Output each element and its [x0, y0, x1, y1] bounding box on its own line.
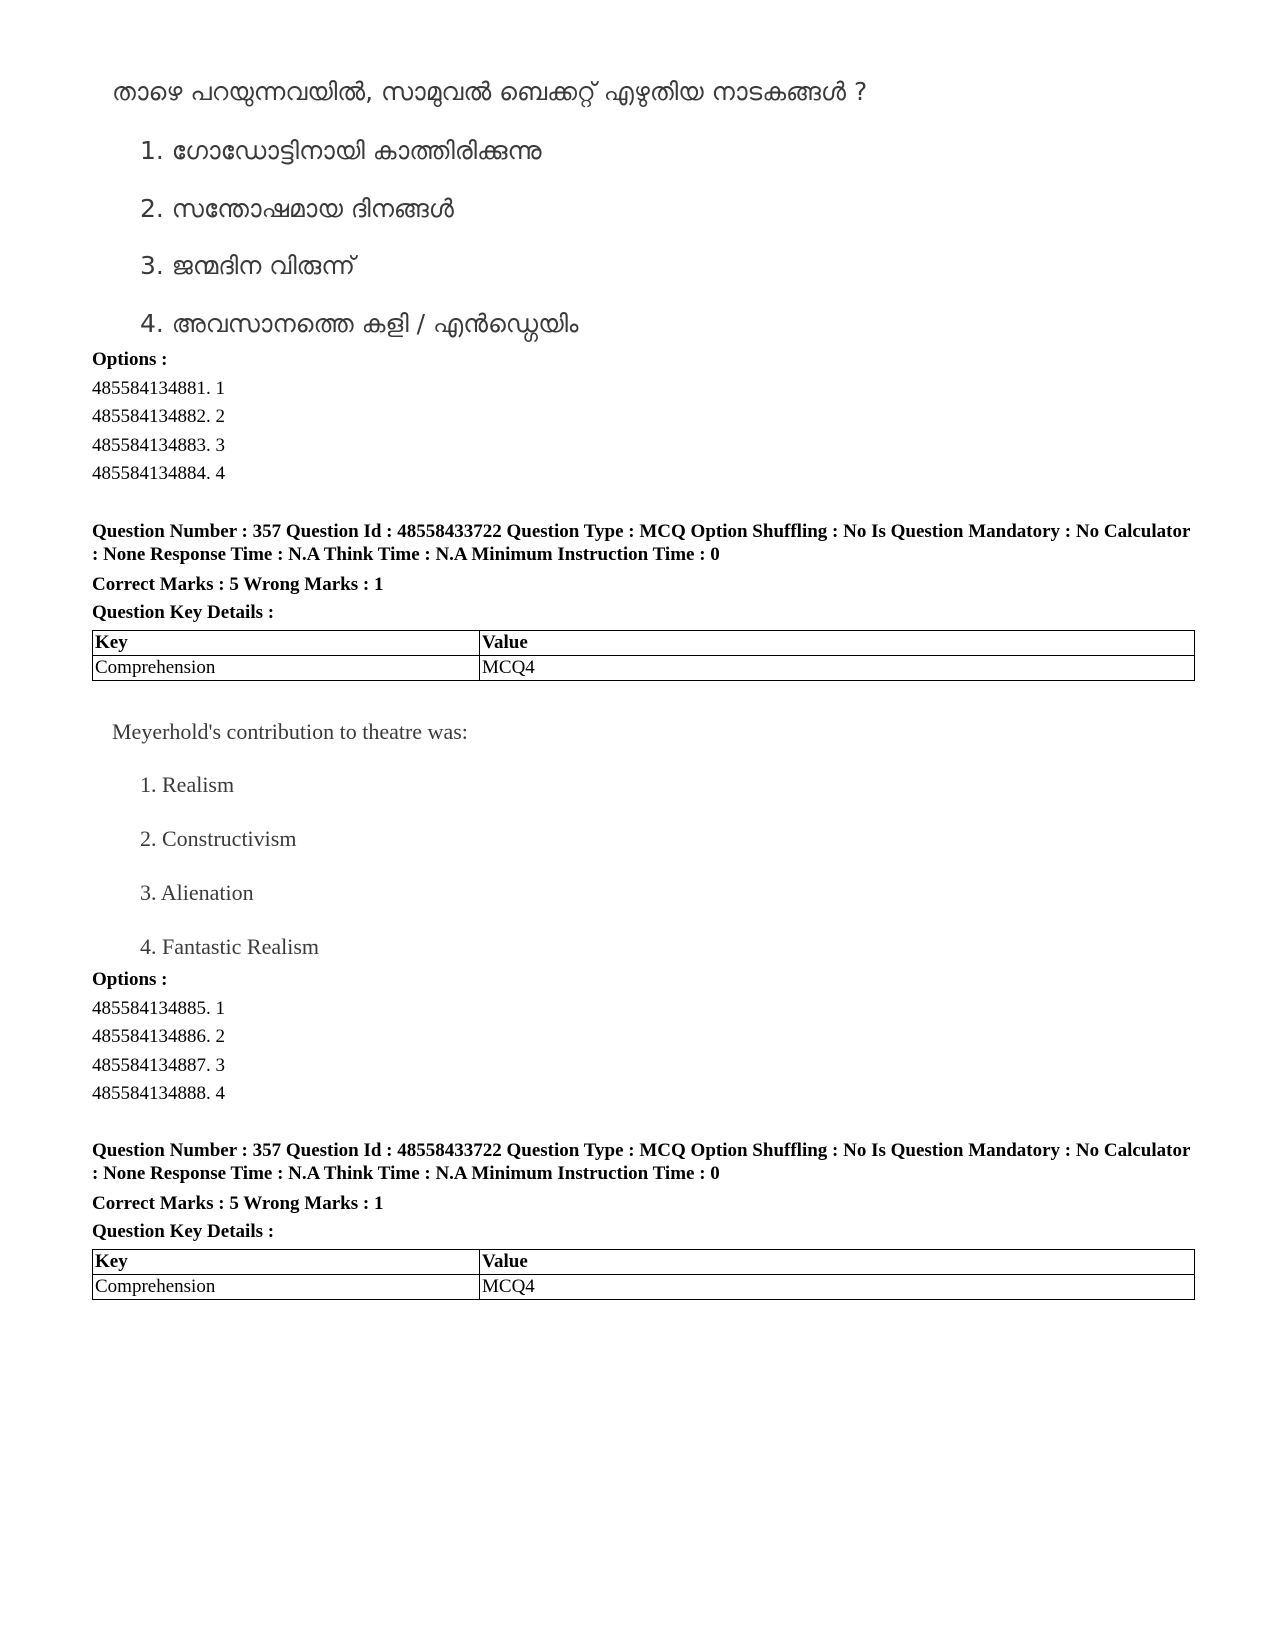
table-header-value: Value: [480, 631, 1195, 656]
table-header-value: Value: [480, 1250, 1195, 1275]
option-item: 485584134888. 4: [92, 1083, 225, 1104]
question-info-line: Question Number : 357 Question Id : 48558433722 Question Type : MCQ Option Shuffling : No Is Question Mandatory : No Calculator : None Response Time : N.A Think Time : N.A Minimum Instruction Time : 0: [92, 1140, 1191, 1184]
key-details-label: Question Key Details :: [92, 1221, 275, 1242]
question-item: 1. Realism: [140, 772, 235, 797]
option-item: 485584134884. 4: [92, 463, 225, 484]
table-cell-value: MCQ4: [480, 656, 1195, 681]
table-row: [93, 656, 1195, 681]
key-details-label: Question Key Details :: [92, 602, 275, 623]
question-item: 2. Constructivism: [140, 826, 297, 851]
question-image-english: [92, 718, 468, 986]
option-item: 485584134881. 1: [92, 377, 225, 399]
question-item: 3. ജന്മദിന വിരുന്ന്: [140, 251, 355, 280]
table-header-row: [93, 631, 1195, 656]
option-item: 485584134886. 2: [92, 1026, 225, 1047]
question-item: 2. സന്തോഷമായ ദിനങ്ങൾ: [140, 193, 454, 223]
question-image-malayalam: [92, 73, 867, 361]
table-header-key: Key: [93, 631, 480, 656]
question-item: 1. ഗോഡോട്ടിനായി കാത്തിരിക്കുന്നു: [140, 136, 542, 165]
option-item: 485584134882. 2: [92, 406, 225, 427]
options-label: Options :: [92, 349, 168, 370]
question-stem: Meyerhold's contribution to theatre was:: [112, 719, 468, 744]
marks-line: Correct Marks : 5 Wrong Marks : 1: [92, 1193, 384, 1214]
options-list: [92, 346, 225, 489]
question-item: 4. Fantastic Realism: [140, 934, 320, 959]
key-details-table: [92, 630, 1195, 681]
question-meta: [92, 1139, 1192, 1300]
table-cell-key: Comprehension: [93, 656, 480, 681]
options-label: Options :: [92, 969, 168, 990]
table-header-row: [93, 1250, 1195, 1275]
question-item: 4. അവസാനത്തെ കളി / എൻഡ്ഗെയിം: [140, 308, 579, 338]
key-details-table: [92, 1249, 1195, 1300]
question-meta: [92, 520, 1192, 681]
options-list: [92, 966, 225, 1109]
option-item: 485584134885. 1: [92, 997, 225, 1019]
option-item: 485584134887. 3: [92, 1054, 225, 1076]
question-info-line: Question Number : 357 Question Id : 48558433722 Question Type : MCQ Option Shuffling : No Is Question Mandatory : No Calculator : None Response Time : N.A Think Time : N.A Minimum Instruction Time : 0: [92, 521, 1191, 565]
marks-line: Correct Marks : 5 Wrong Marks : 1: [92, 574, 384, 595]
question-stem: താഴെ പറയുന്നവയിൽ, സാമുവൽ ബെക്കറ്റ് എഴുതിയ നാടകങ്ങൾ ?: [112, 77, 868, 106]
table-cell-key: Comprehension: [93, 1275, 480, 1300]
question-item: 3. Alienation: [140, 880, 254, 905]
table-header-key: Key: [93, 1250, 480, 1275]
table-cell-value: MCQ4: [480, 1275, 1195, 1300]
table-row: [93, 1275, 1195, 1300]
option-item: 485584134883. 3: [92, 434, 225, 456]
